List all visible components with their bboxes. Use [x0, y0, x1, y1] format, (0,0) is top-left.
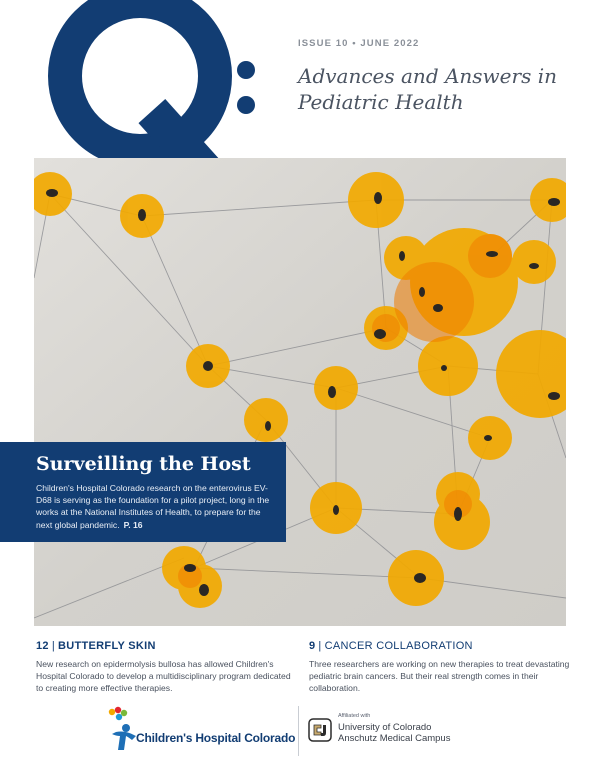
university-name[interactable]	[338, 722, 450, 744]
feature-title[interactable]: Surveilling the Host	[36, 453, 251, 475]
affiliated-with-label: Affiliated with	[338, 713, 371, 719]
teaser-separator: |	[318, 640, 322, 652]
network-of-people-photo	[34, 158, 566, 626]
cover-photo	[34, 158, 566, 626]
feature-box[interactable]	[0, 442, 286, 542]
magazine-title-line1: Advances and Answers in	[298, 64, 557, 88]
teaser-cancer-collaboration[interactable]	[309, 640, 571, 694]
teaser-page-number: 9	[309, 640, 316, 652]
footer-divider	[298, 706, 299, 756]
feature-page-ref[interactable]: P. 16	[123, 519, 143, 530]
teaser-butterfly-skin[interactable]	[36, 640, 298, 694]
teaser-heading[interactable]	[36, 640, 298, 652]
cu-logo-icon	[308, 718, 332, 742]
teaser-heading[interactable]	[309, 640, 571, 652]
magazine-title-line2: Pediatric Health	[298, 90, 464, 114]
teaser-separator: |	[51, 640, 56, 652]
teaser-page-number: 12	[36, 640, 49, 652]
university-line2: Anschutz Medical Campus	[338, 733, 451, 744]
teaser-body: Three researchers are working on new therapies to treat devastating pediatric brain cancers. But their real strength comes in their collaboration.	[309, 659, 570, 693]
magazine-title	[298, 63, 588, 115]
teaser-body: New research on epidermolysis bullosa has allowed Children's Hospital Colorado to develop a multidisciplinary program dedicated to creating more effective therapies.	[36, 659, 291, 693]
university-line1: University of Colorado	[338, 722, 432, 733]
feature-body	[36, 482, 272, 531]
hospital-name[interactable]: Children's Hospital Colorado	[136, 731, 296, 745]
feature-body-text: Children's Hospital Colorado research on the enterovirus EV-D68 is serving as the foundation for a pilot project, long in the works at the National Institutes of Health, to prepare for the next global pandemic.	[36, 483, 270, 530]
issue-label: ISSUE 10 • JUNE 2022	[298, 38, 420, 49]
teaser-title: CANCER COLLABORATION	[324, 640, 473, 652]
teaser-title: BUTTERFLY SKIN	[58, 640, 156, 652]
